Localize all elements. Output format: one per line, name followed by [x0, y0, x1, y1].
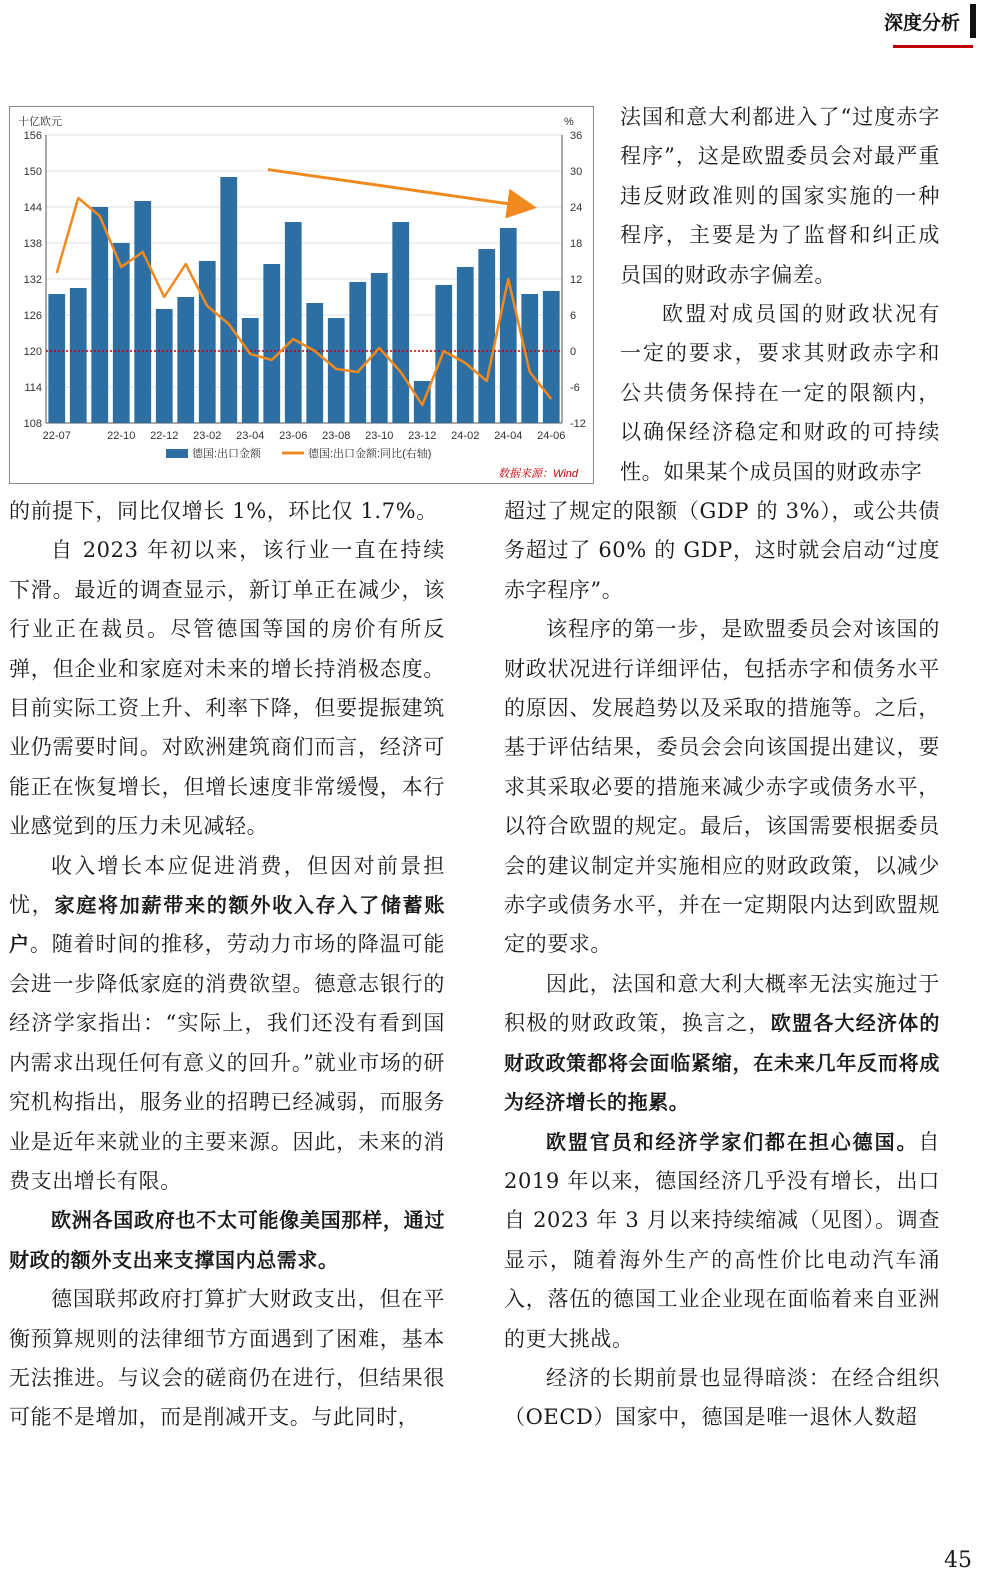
section-title: 深度分析	[883, 11, 960, 34]
right-unit-label: %	[564, 116, 574, 128]
bar-export-23-03	[220, 177, 237, 423]
paragraph: 该程序的第一步，是欧盟委员会对该国的财政状况进行详细评估，包括赤字和债务水平的原因、发展趋势以及采取的措施等。之后，基于评估结果，委员会会向该国提出建议，要求其采取必要的措施来减少赤字或债务水平，以符合欧盟的规定。最后，该国需要根据委员会的建议制定并实施相应的财政政策，以减少赤字或债务水平，并在一定期限内达到欧盟规定的要求。	[504, 617, 940, 957]
page-number: 45	[944, 1548, 972, 1573]
export-chart	[9, 106, 594, 484]
right-tick-label: 0	[570, 346, 577, 358]
right-tick-label: 12	[570, 274, 583, 286]
right-column	[504, 492, 940, 1438]
legend-line-label: 德国:出口金额:同比(右轴)	[308, 448, 432, 460]
chart-source: 数据来源：Wind	[498, 468, 578, 480]
text-segment: 收入增长本应促进消费，但因对前景担忧，	[9, 853, 445, 918]
section-header	[884, 4, 976, 38]
right-tick-label: 6	[570, 310, 577, 322]
left-tick-label: 108	[23, 418, 42, 430]
right-top-column	[620, 98, 940, 492]
bar-export-22-07	[48, 294, 65, 423]
left-tick-label: 114	[24, 382, 42, 394]
paragraph	[504, 1123, 940, 1359]
x-tick-label: 24-04	[494, 430, 523, 442]
x-tick-label: 23-06	[279, 430, 308, 442]
left-unit-label: 十亿欧元	[18, 116, 62, 128]
right-tick-label: 24	[570, 202, 583, 214]
x-tick-label: 24-06	[537, 430, 566, 442]
paragraph	[504, 965, 940, 1123]
bar-export-22-08	[70, 288, 87, 423]
bar-export-23-07	[306, 303, 323, 423]
bar-export-23-06	[285, 222, 302, 423]
left-tick-label: 138	[23, 238, 42, 250]
bar-export-24-05	[521, 294, 538, 423]
left-tick-label: 132	[23, 274, 42, 286]
left-tick-label: 126	[23, 310, 42, 322]
bold-segment: 欧洲各国政府也不太可能像美国那样，通过财政的额外支出来支撑国内总需求。	[9, 1208, 445, 1272]
bar-export-23-04	[242, 318, 259, 423]
bar-export-24-04	[500, 228, 517, 423]
bold-segment: 欧盟官员和经济学家们都在担心德国。	[546, 1129, 919, 1154]
paragraph: 欧盟对成员国的财政状况有一定的要求，要求其财政赤字和公共债务保持在一定的限额内，以确保经济稳定和财政的可持续性。如果某个成员国的财政赤字	[620, 302, 940, 484]
x-tick-label: 23-02	[193, 430, 222, 442]
bar-export-24-06	[543, 291, 560, 423]
x-tick-label: 23-08	[322, 430, 351, 442]
x-tick-label: 24-02	[451, 430, 480, 442]
right-tick-label: 30	[570, 166, 583, 178]
bold-segment: 欧盟各大经济体的财政政策都将会面临紧缩，在未来几年反而将成为经济增长的拖累。	[504, 1011, 940, 1115]
bold-segment: 家庭将加薪带来的额外收入存入了储蓄账户	[9, 893, 445, 957]
text-segment: 。随着时间的推移，劳动力市场的降温可能会进一步降低家庭的消费欲望。德意志银行的经济学家指出：“实际上，我们还没有看到国内需求出现任何有意义的回升。”就业市场的研究机构指出，服务业的招聘已经减弱，而服务业是近年来就业的主要来源。因此，未来的消费支出增长有限。	[9, 932, 445, 1193]
paragraph: 自 2023 年初以来，该行业一直在持续下滑。最近的调查显示，新订单正在减少，该行业正在裁员。尽管德国等国的房价有所反弹，但企业和家庭对未来的增长持消极态度。目前实际工资上升、利率下降，但要提振建筑业仍需要时间。对欧洲建筑商们而言，经济可能正在恢复增长，但增长速度非常缓慢，本行业感觉到的压力未见减轻。	[9, 538, 445, 839]
line-export-yoy	[57, 198, 552, 405]
paragraph: 的前提下，同比仅增长 1%，环比仅 1.7%。	[9, 499, 438, 523]
bar-export-23-01	[177, 297, 194, 423]
legend-bar-label: 德国:出口金额	[192, 448, 262, 460]
left-tick-label: 120	[23, 346, 42, 358]
right-tick-label: -6	[570, 382, 580, 394]
chart-svg	[10, 107, 593, 483]
paragraph: 德国联邦政府打算扩大财政支出，但在平衡预算规则的法律细节方面遇到了困难，基本无法推进。与议会的磋商仍在进行，但结果很可能不是增加，而是削减开支。与此同时，	[9, 1287, 445, 1430]
paragraph	[9, 1201, 445, 1280]
x-tick-label: 23-12	[408, 430, 437, 442]
legend-bar-swatch	[166, 449, 188, 458]
text-segment: 因此，法国和意大利大概率无法实施过于积极的财政政策，换言之，	[504, 971, 940, 1036]
bar-export-24-03	[478, 249, 495, 423]
paragraph: 法国和意大利都进入了“过度赤字程序”，这是欧盟委员会对最严重违反财政准则的国家实施的一种程序，主要是为了监督和纠正成员国的财政赤字偏差。	[620, 105, 940, 287]
x-tick-label: 22-07	[42, 430, 71, 442]
paragraph: 超过了规定的限额（GDP 的 3%），或公共债务超过了 60% 的 GDP，这时就会启动“过度赤字程序”。	[504, 499, 940, 602]
bar-export-22-11	[134, 201, 151, 423]
bar-export-22-12	[156, 309, 173, 423]
bar-export-23-02	[199, 261, 216, 423]
bar-export-23-09	[349, 282, 366, 423]
bar-export-23-05	[263, 264, 280, 423]
section-bar	[970, 4, 976, 38]
bar-export-22-09	[91, 207, 108, 423]
x-tick-label: 23-10	[365, 430, 394, 442]
right-tick-label: -12	[570, 418, 586, 430]
left-tick-label: 156	[23, 130, 42, 142]
right-tick-label: 36	[570, 130, 583, 142]
left-column	[9, 492, 445, 1438]
bar-export-22-10	[113, 243, 130, 423]
left-tick-label: 144	[23, 202, 42, 214]
text-segment: 自 2019 年以来，德国经济几乎没有增长，出口自 2023 年 3 月以来持续缩减（见图）。调查显示，随着海外生产的高性价比电动汽车涌入，落伍的德国工业企业现在面临着来自亚洲的更大挑战。	[504, 1129, 940, 1351]
header-red-rule	[893, 45, 973, 48]
x-tick-label: 22-10	[107, 430, 136, 442]
left-tick-label: 150	[23, 166, 42, 178]
x-tick-label: 23-04	[236, 430, 265, 442]
bar-export-24-02	[457, 267, 474, 423]
right-tick-label: 18	[570, 238, 583, 250]
x-tick-label: 22-12	[150, 430, 179, 442]
paragraph	[9, 847, 445, 1202]
paragraph: 经济的长期前景也显得暗淡：在经合组织（OECD）国家中，德国是唯一退休人数超	[504, 1365, 940, 1430]
trend-arrow	[268, 170, 531, 207]
bar-export-23-11	[392, 222, 409, 423]
